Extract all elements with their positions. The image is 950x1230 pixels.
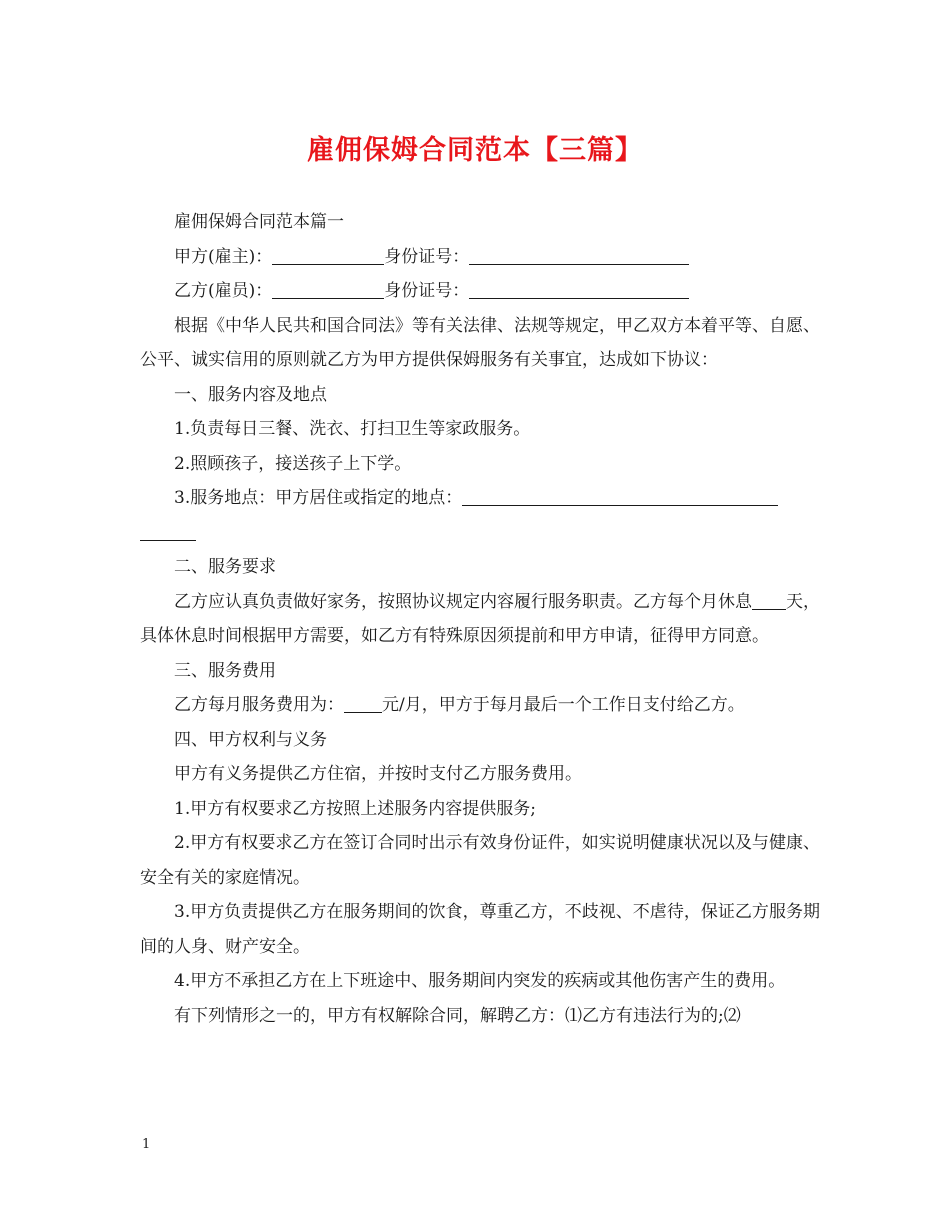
clause-item: 4.甲方不承担乙方在上下班途中、服务期间内突发的疾病或其他伤害产生的费用。 bbox=[174, 971, 786, 991]
clause-paragraph: 有下列情形之一的，甲方有权解除合同，解聘乙方：⑴乙方有违法行为的;⑵ bbox=[174, 1005, 741, 1026]
service-requirement-text-a: 乙方应认真负责做好家务，按照协议规定内容履行服务职责。乙方每个月休息 bbox=[174, 591, 752, 612]
service-location-blank bbox=[462, 487, 778, 506]
service-requirement-paragraph bbox=[140, 585, 820, 654]
party-a-id-blank bbox=[469, 246, 689, 265]
clause-heading-2: 二、服务要求 bbox=[174, 557, 276, 577]
party-b-id-label: 身份证号： bbox=[384, 281, 470, 301]
clause-item: 2.甲方有权要求乙方在签订合同时出示有效身份证件，如实说明健康状况以及与健康、安全有关的家庭情况。 bbox=[140, 833, 820, 888]
service-fee-label: 乙方每月服务费用为： bbox=[174, 695, 344, 715]
service-location-blank-tail bbox=[140, 522, 196, 541]
party-b-id-blank bbox=[469, 280, 689, 299]
party-b-label: 乙方(雇员)： bbox=[174, 281, 273, 301]
service-location-line bbox=[140, 481, 820, 550]
clause-heading-1: 一、服务内容及地点 bbox=[174, 384, 327, 405]
service-fee-blank bbox=[344, 694, 382, 713]
section-heading: 雇佣保姆合同范本篇一 bbox=[174, 212, 344, 232]
document-title: 雇佣保姆合同范本【三篇】 bbox=[307, 135, 643, 166]
party-b-name-blank bbox=[272, 280, 384, 299]
service-fee-line bbox=[140, 688, 820, 723]
party-a-label: 甲方(雇主)： bbox=[174, 246, 273, 267]
rest-days-blank bbox=[752, 591, 786, 610]
party-a-id-label: 身份证号： bbox=[384, 246, 470, 267]
service-requirement-text-b: 天，具体休息时间根据甲方需要，如乙方有特殊原因须提前和甲方申请，征得甲方同意。 bbox=[140, 591, 820, 646]
party-b-line bbox=[140, 274, 820, 309]
service-fee-text: 元/月，甲方于每月最后一个工作日支付给乙方。 bbox=[382, 695, 745, 715]
party-a-name-blank bbox=[272, 246, 384, 265]
clause-item: 1.负责每日三餐、洗衣、打扫卫生等家政服务。 bbox=[174, 419, 531, 439]
document-body bbox=[140, 205, 820, 1033]
clause-item: 2.照顾孩子，接送孩子上下学。 bbox=[174, 453, 412, 474]
service-location-label: 3.服务地点：甲方居住或指定的地点： bbox=[174, 488, 463, 508]
preamble-paragraph: 根据《中华人民共和国合同法》等有关法律、法规等规定，甲乙双方本着平等、自愿、公平、诚实信用的原则就乙方为甲方提供保姆服务有关事宜，达成如下协议： bbox=[140, 315, 820, 370]
party-a-line bbox=[140, 240, 820, 275]
clause-heading-4: 四、甲方权利与义务 bbox=[174, 729, 327, 750]
clause-heading-3: 三、服务费用 bbox=[174, 660, 276, 681]
clause-item: 3.甲方负责提供乙方在服务期间的饮食，尊重乙方，不歧视、不虐待，保证乙方服务期间的人身、财产安全。 bbox=[140, 902, 820, 957]
service-location-blank-continued bbox=[140, 516, 820, 551]
page-number: 1 bbox=[142, 1137, 151, 1152]
clause-paragraph: 甲方有义务提供乙方住宿，并按时支付乙方服务费用。 bbox=[174, 764, 582, 784]
clause-item: 1.甲方有权要求乙方按照上述服务内容提供服务; bbox=[174, 798, 536, 819]
